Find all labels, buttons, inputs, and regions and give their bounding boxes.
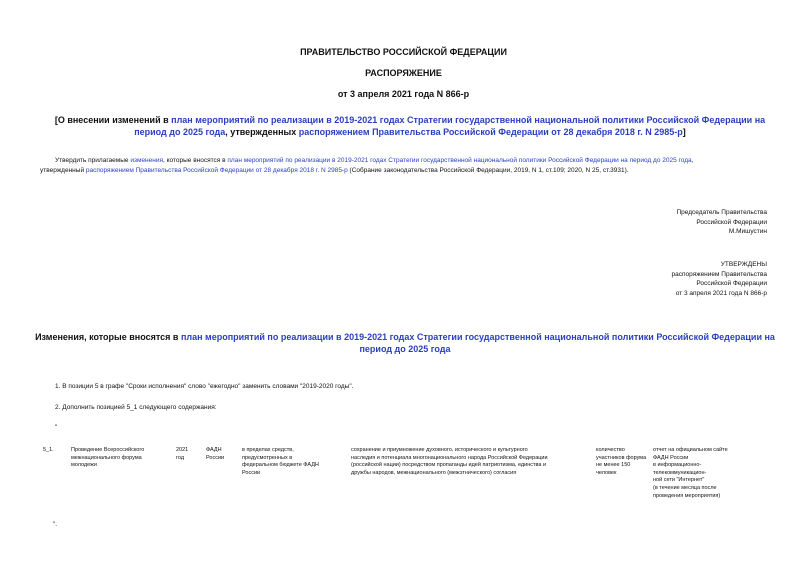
row-goal-line: (российской нации) посредством пропаганды идей патриотизма, единства и bbox=[351, 462, 547, 469]
row-report bbox=[653, 447, 783, 500]
row-agency bbox=[206, 447, 224, 462]
approved-date: от 3 апреля 2021 года N 866-р bbox=[675, 289, 767, 297]
body-text: (Собрание законодательства Российской Федерации, 2019, N 1, ст.109; 2020, N 25, ст.3931). bbox=[347, 166, 629, 174]
body-paragraph bbox=[40, 156, 775, 175]
body-text: , bbox=[691, 157, 694, 164]
close-quote: ". bbox=[53, 521, 58, 528]
row-indicator-line: количество bbox=[596, 447, 625, 453]
row-report-line: в информационно- bbox=[653, 462, 702, 469]
plan-link-cont[interactable]: период до 2025 года bbox=[134, 127, 226, 137]
row-report-line: ной сети "Интернет" bbox=[653, 477, 705, 484]
row-event-line: молодежи bbox=[71, 462, 97, 469]
row-agency-line: России bbox=[206, 454, 225, 461]
document-title bbox=[50, 114, 770, 138]
row-funding-line: предусмотренных в bbox=[242, 454, 293, 461]
body-text: утвержденный bbox=[40, 166, 86, 174]
title-mid: , утвержденных bbox=[225, 127, 299, 137]
row-year-line: 2021 bbox=[176, 447, 189, 453]
approved-order: распоряжением Правительства bbox=[671, 270, 767, 278]
row-indicator bbox=[596, 447, 656, 477]
order-2985-link[interactable]: распоряжением Правительства Российской Федерации от 28 декабря 2018 г. N 2985-р bbox=[298, 127, 683, 137]
signature-position: Председатель Правительства bbox=[676, 209, 767, 216]
row-report-line: ФАДН России bbox=[653, 454, 689, 461]
row-event bbox=[71, 447, 171, 470]
approved-country: Российской Федерации bbox=[696, 280, 767, 287]
row-agency-line: ФАДН bbox=[206, 447, 222, 453]
changes-link[interactable]: изменения bbox=[130, 157, 163, 164]
row-report-line: проведения мероприятия) bbox=[653, 492, 721, 499]
signature-name: М.Мишустин bbox=[728, 228, 767, 235]
row-event-line: межнационального форума bbox=[71, 454, 142, 461]
row-number: 5_1. bbox=[43, 447, 54, 453]
government-title: ПРАВИТЕЛЬСТВО РОССИЙСКОЙ ФЕДЕРАЦИИ bbox=[300, 47, 507, 57]
row-indicator-line: человек bbox=[596, 469, 617, 476]
body-text: , которые вносятся в bbox=[163, 157, 228, 164]
row-funding-line: России bbox=[242, 469, 261, 476]
body-line-2 bbox=[40, 166, 775, 176]
row-indicator-line: не менее 150 bbox=[596, 462, 631, 469]
row-year-line: год bbox=[176, 454, 185, 461]
change-item-2: 2. Дополнить позицией 5_1 следующего содержания: bbox=[55, 404, 217, 411]
plan-link-changes[interactable]: план мероприятий по реализации в 2019-2021 годах Стратегии государственной национальной политики Российской Федерации на bbox=[180, 332, 775, 342]
row-funding-line: в пределах средств, bbox=[242, 447, 294, 453]
document-date-number: от 3 апреля 2021 года N 866-р bbox=[337, 89, 470, 99]
change-item-1: 1. В позиции 5 в графе "Сроки исполнения" слово "ежегодно" заменить словами "2019-2020 годы". bbox=[55, 383, 354, 390]
signature-block bbox=[567, 208, 767, 237]
row-goal-line: дружбы народов, межнационального (межэтнического) согласия bbox=[351, 469, 517, 476]
row-indicator-line: участников форума bbox=[596, 454, 647, 461]
row-goal-line: наследия и потенциала многонационального народа Российской Федерации bbox=[351, 454, 548, 461]
order-2985-link-body[interactable]: распоряжением Правительства Российской Федерации от 28 декабря 2018 г. N 2985-р bbox=[85, 166, 348, 174]
document-type: РАСПОРЯЖЕНИЕ bbox=[365, 68, 442, 78]
approved-block bbox=[567, 260, 767, 298]
plan-link[interactable]: план мероприятий по реализации в 2019-2021 годах Стратегии государственной национальной политики Российской Федерации на bbox=[171, 115, 766, 125]
body-text: Утвердить прилагаемые bbox=[55, 157, 131, 164]
row-goal-line: сохранение и приумножение духовного, исторического и культурного bbox=[351, 447, 528, 453]
changes-heading-text: Изменения, которые вносятся в bbox=[35, 332, 181, 342]
plan-link-body[interactable]: план мероприятий по реализации в 2019-2021 годах Стратегии государственной национальной политики Российской Федерации на период до 2025 года bbox=[227, 157, 692, 164]
row-report-line: (в течение месяца после bbox=[653, 484, 717, 491]
row-funding-line: федеральном бюджете ФАДН bbox=[242, 462, 319, 469]
signature-country: Российской Федерации bbox=[696, 218, 767, 226]
row-event-line: Проведение Всероссийского bbox=[71, 447, 145, 453]
body-line-1 bbox=[40, 156, 775, 166]
row-year bbox=[176, 447, 188, 462]
approved-label: УТВЕРЖДЕНЫ bbox=[720, 261, 767, 268]
title-close: ] bbox=[682, 127, 686, 137]
plan-link-changes-cont[interactable]: период до 2025 года bbox=[359, 344, 451, 354]
row-report-line: телекоммуникацион- bbox=[653, 469, 707, 476]
changes-heading bbox=[30, 331, 780, 355]
row-goal bbox=[351, 447, 591, 477]
title-open: [О внесении изменений в bbox=[54, 115, 172, 125]
row-report-line: отчет на официальном сайте bbox=[653, 447, 728, 453]
open-quote: " bbox=[55, 424, 58, 431]
row-funding bbox=[242, 447, 342, 477]
